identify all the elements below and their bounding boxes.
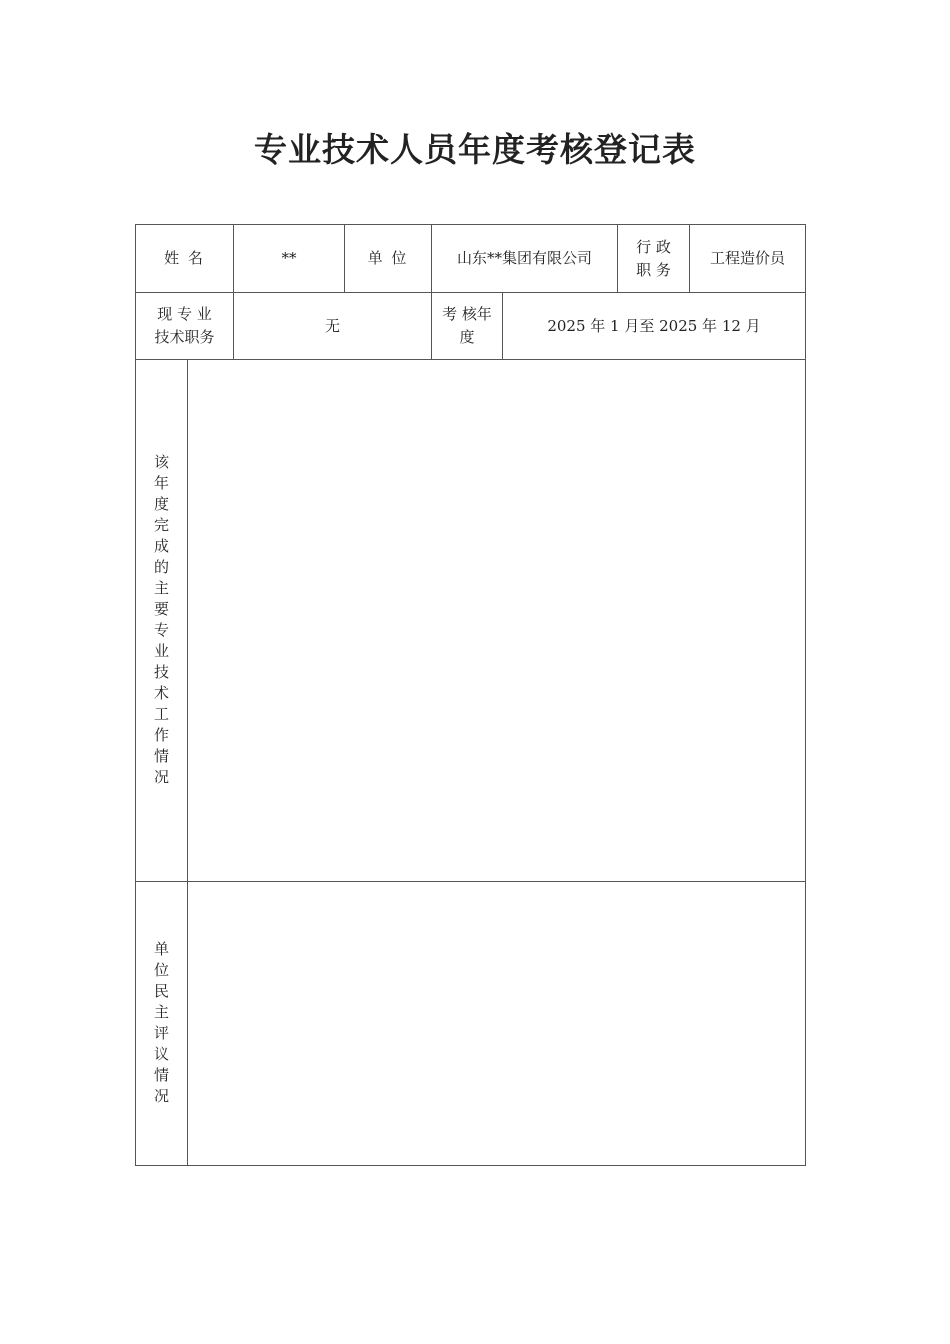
form-row-democratic-review: [136, 882, 806, 1166]
work-summary-label: [136, 360, 188, 882]
unit-value[interactable]: 山东**集团有限公司: [432, 225, 618, 293]
democratic-review-label: [136, 882, 188, 1166]
name-label: 姓 名: [136, 225, 234, 293]
admin-position-value[interactable]: 工程造价员: [690, 225, 806, 293]
name-value[interactable]: **: [234, 225, 345, 293]
assessment-year-label: [432, 293, 503, 360]
form-row-title-year: [136, 293, 806, 360]
form-row-work-summary: [136, 360, 806, 882]
page-title: 专业技术人员年度考核登记表: [254, 130, 696, 169]
assessment-year-label-line1: 考 核年: [442, 305, 492, 323]
professional-title-label: [136, 293, 234, 360]
admin-position-label-line2: 职 务: [636, 260, 671, 279]
work-summary-label-text: 该年度完成的主要专业技术工作情况: [153, 453, 169, 786]
admin-position-label-line1: 行 政: [636, 237, 671, 256]
work-summary-content[interactable]: [188, 360, 806, 882]
democratic-review-label-text: 单位民主评议情况: [153, 940, 169, 1105]
assessment-year-value[interactable]: 2025 年 1 月至 2025 年 12 月: [503, 293, 806, 360]
professional-title-value[interactable]: 无: [234, 293, 432, 360]
unit-label: 单 位: [345, 225, 432, 293]
admin-position-label: [618, 225, 690, 293]
registration-form-table: [135, 224, 806, 1166]
professional-title-label-line2: 技术职务: [154, 328, 215, 346]
form-row-basic-info: [136, 225, 806, 293]
democratic-review-content[interactable]: [188, 882, 806, 1166]
assessment-year-label-line2: 度: [459, 328, 475, 346]
professional-title-label-line1: 现 专 业: [157, 305, 212, 323]
